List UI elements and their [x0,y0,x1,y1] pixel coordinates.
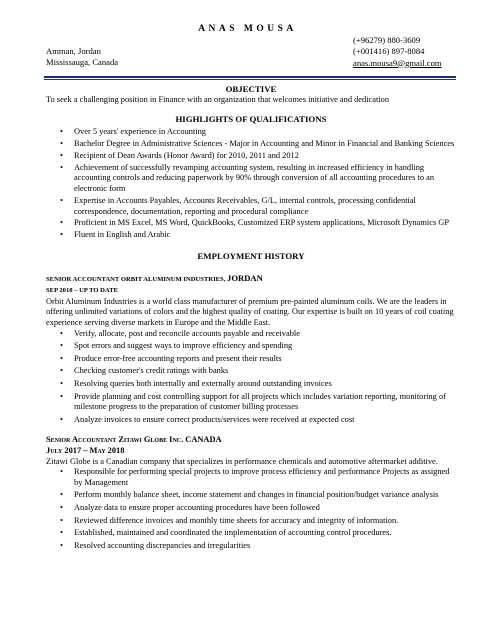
employment-heading: EMPLOYMENT HISTORY [197,251,305,262]
job1-date: SEP 2018 – UP TO DATE [46,287,118,295]
list-item: • Recipient of Dean Awards (Honor Award) for 2010, 2011 and 2012 [46,151,456,162]
address-block [46,46,118,68]
qualifications-list [46,127,456,241]
address-line-2: Mississauga, Canada [46,57,119,67]
applicant-name: ANAS MOUSA [198,24,297,34]
list-item: • Bachelor Degree in Administrative Sciences - Major in Accounting and Minor in Financial and Banking Sciences [46,139,456,150]
header-divider [44,76,456,78]
list-item: • Responsible for performing special projects to improve process efficiency and performance Projects as assigned by Management [46,467,456,488]
job2-description: Zitawi Globe is a Canadian company that specializes in performance chemicals and automotive aftermarket additive. [46,456,438,466]
phone-1: (+96279) 880-3609 [353,35,421,45]
list-item: • Established, maintained and coordinated the implementation of accounting control procedures. [46,528,456,539]
job2-date: July 2017 – May 2018 [46,445,125,455]
list-item: • Analyze data to ensure proper accounting procedures have been followed [46,503,456,514]
list-item: • Over 5 years' experience in Accounting [46,127,456,138]
job2-duties-list [46,467,456,551]
job1-location: JORDAN [227,272,263,283]
job1-duties-list [46,329,456,426]
objective-text: To seek a challenging position in Finance with an organization that welcomes initiative and dedication [46,94,390,104]
list-item: • Reviewed difference invoices and monthly time sheets for accuracy and integrity of information. [46,516,456,527]
list-item: • Resolving queries both internally and externally around outstanding invoices [46,379,456,390]
list-item: • Perform monthly balance sheet, income statement and changes in financial position/budget variance analysis [46,490,456,501]
list-item: • Checking customer's credit ratings with banks [46,366,456,377]
list-item: • Achievement of successfully revamping accounting system, resulting in increased efficiency in handling accounting controls and reducing paperwork by 90% through conversion of all accounting procedures to an electronic form [46,163,456,195]
list-item: • Fluent in English and Arabic [46,230,456,241]
list-item: • Provide planning and cost controlling support for all projects which includes variation reporting, monitoring of milestone progress to the preparation of customer billing processes [46,392,456,413]
contact-block [353,35,442,69]
job2-title: Senior Accountant Zitawi Globe Inc. CANADA [46,435,222,445]
list-item: • Proficient in MS Excel, MS Word, QuickBooks, Customized ERP system applications, Microsoft Dynamics GP [46,218,456,229]
address-line-1: Amman, Jordan [46,46,101,56]
job1-title-text: SENIOR ACCOUNTANT ORBIT ALUMINUM INDUSTRIES, [46,275,226,283]
qualifications-heading: HIGHLIGHTS OF QUALIFICATIONS [175,114,327,125]
job1-description: Orbit Aluminum Industries is a world class manufacturer of premium pre-painted aluminum coils. We are the leaders in offering unlimited variations of colors and the highest quality of coating. Our expertise is built on 10 years of coil coating experience serving diverse markets in Europe and the Middle East. [46,296,454,328]
list-item: • Produce error-free accounting reports and present their results [46,354,456,365]
header-divider-thin [44,79,456,80]
objective-heading: OBJECTIVE [225,84,277,94]
email-link[interactable]: anas.mousa9@gmail.com [353,57,442,68]
list-item: • Analyze invoices to ensure correct products/services were received at expected cost [46,415,456,426]
list-item: • Resolved accounting discrepancies and irregularities [46,541,456,552]
list-item: • Verify, allocate, post and reconcile accounts payable and receivable [46,329,456,340]
list-item: • Spot errors and suggest ways to improve efficiency and spending [46,341,456,352]
job1-title [46,273,456,286]
resume-body [46,84,456,553]
list-item: • Expertise in Accounts Payables, Accounts Receivables, G/L, internal controls, processing confidential correspondence, documentation, reporting and procedural compliance [46,196,456,217]
phone-2: (+001416) 897-8084 [353,46,425,57]
